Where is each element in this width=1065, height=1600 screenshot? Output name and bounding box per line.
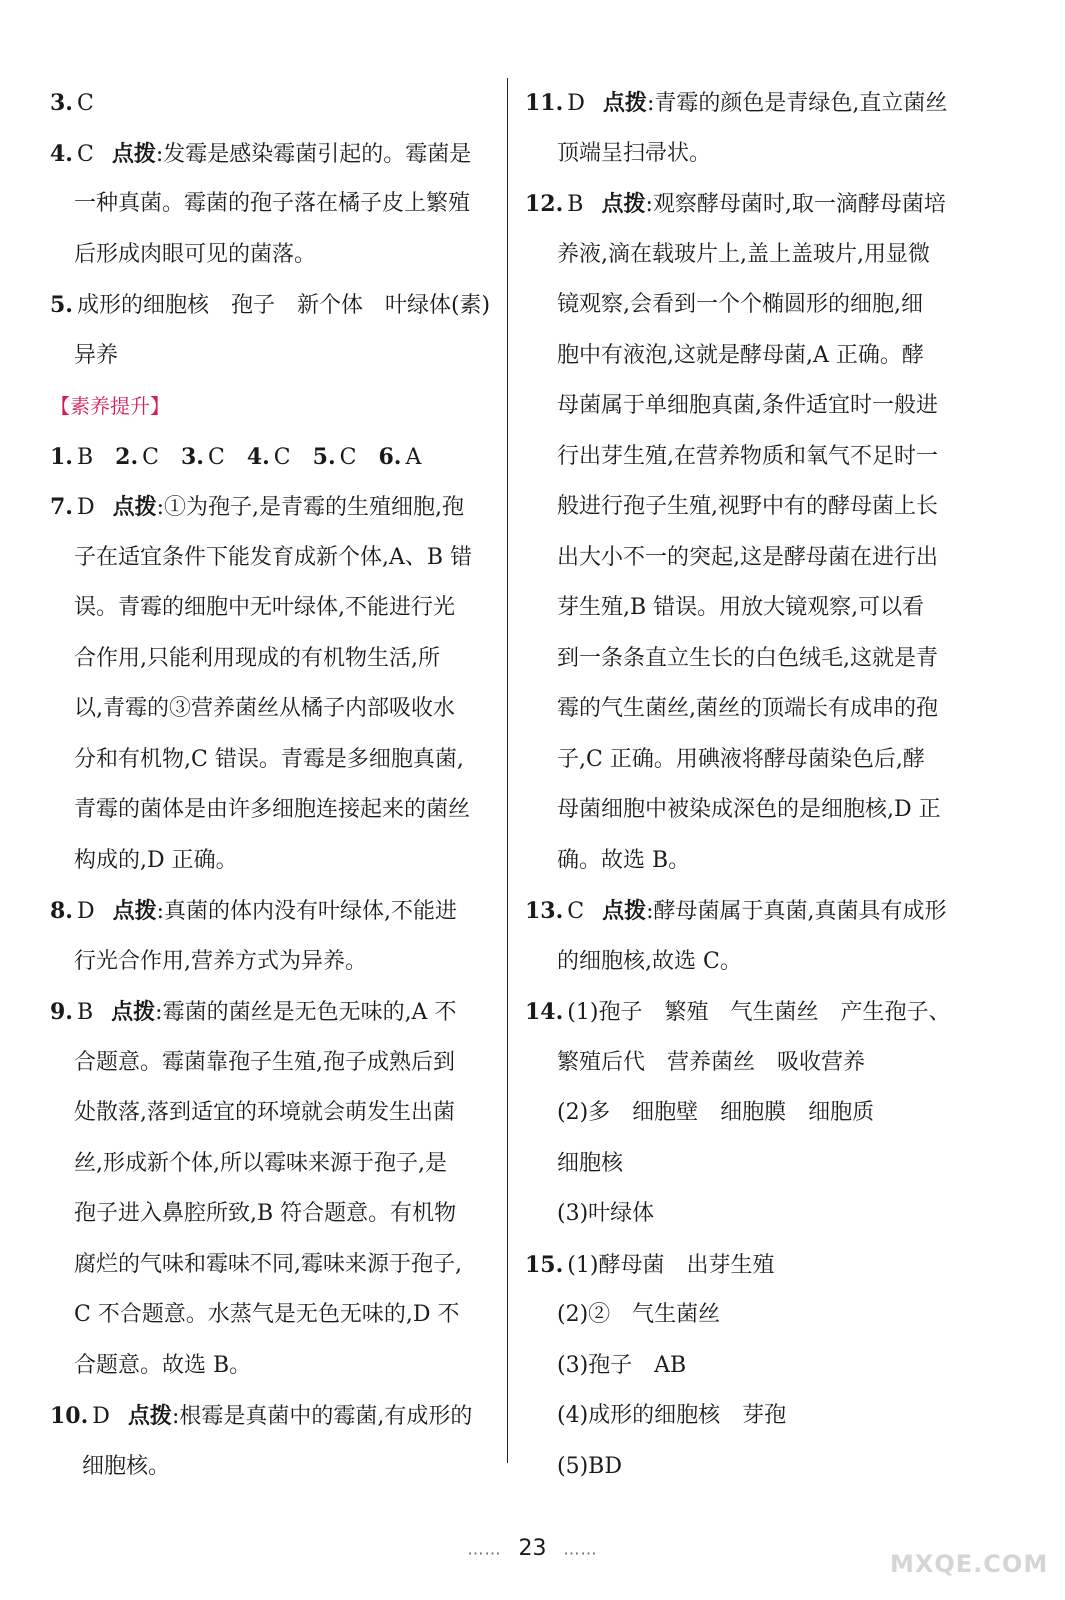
line-text: 繁殖后代 营养菌丝 吸收营养	[557, 1049, 866, 1075]
line-text: 子,C 正确。用碘液将酵母菌染色后,酵	[557, 746, 925, 772]
spacer	[356, 445, 378, 470]
line-text: 后形成肉眼可见的菌落。	[74, 241, 317, 267]
explanation-text: :①为孢子,是青霉的生殖细胞,孢	[156, 495, 465, 520]
text-line	[50, 886, 500, 937]
text-line	[525, 1038, 980, 1089]
line-text: 镜观察,会看到一个个椭圆形的细胞,细	[557, 292, 923, 317]
tip-label: 点拨	[602, 899, 647, 924]
text-line	[525, 785, 980, 836]
spacer	[93, 445, 115, 470]
text-line	[525, 1290, 980, 1341]
text-line	[525, 886, 980, 937]
line-text: (2)多 细胞壁 细胞膜 细胞质	[557, 1100, 875, 1125]
line-text: 霉的气生菌丝,菌丝的顶端长有成串的孢	[557, 696, 938, 721]
text-line	[525, 533, 980, 584]
line-text: 构成的,D 正确。	[74, 847, 238, 873]
text-line	[525, 836, 980, 887]
text-line	[50, 1038, 500, 1089]
line-text: 以,青霉的③营养菌丝从橘子内部吸收水	[74, 696, 455, 721]
explanation-text: :真菌的体内没有叶绿体,不能进	[156, 899, 458, 924]
text-line	[50, 179, 500, 230]
text-line	[525, 331, 980, 382]
line-text: 一种真菌。霉菌的孢子落在橘子皮上繁殖	[74, 191, 471, 216]
answer-text: D	[92, 1404, 110, 1429]
text-line	[525, 1240, 980, 1291]
line-text: 细胞核。	[82, 1453, 171, 1479]
text-line	[525, 1391, 980, 1442]
question-number: 8.	[50, 898, 73, 924]
question-number: 14.	[525, 999, 564, 1025]
answer-text: B	[76, 1000, 94, 1025]
line-text: 子在适宜条件下能发育成新个体,A、B 错	[74, 544, 473, 570]
line-text: 合题意。霉菌靠孢子生殖,孢子成熟后到	[74, 1049, 455, 1075]
right-column	[525, 78, 980, 1492]
text-line	[525, 129, 980, 180]
line-text: 芽生殖,B 错误。用放大镜观察,可以看	[557, 595, 925, 620]
answer-text: D	[76, 495, 95, 520]
text-line	[525, 78, 980, 129]
text-line	[50, 1391, 500, 1442]
line-text: (3)孢子 AB	[557, 1352, 687, 1378]
line-text: 行出芽生殖,在营养物质和氧气不足时一	[557, 443, 938, 469]
text-line	[525, 735, 980, 786]
line-text: 行光合作用,营养方式为异养。	[74, 948, 367, 974]
text-line	[50, 1290, 500, 1341]
tip-label: 点拨	[112, 899, 157, 924]
section-heading: 【素养提升】	[50, 394, 170, 418]
question-number: 10.	[50, 1403, 89, 1429]
text-line	[50, 280, 500, 331]
text-line	[50, 836, 500, 887]
line-text: 处散落,落到适宜的环境就会萌发生出菌	[74, 1100, 455, 1125]
text-line	[525, 1442, 980, 1493]
text-line	[50, 987, 500, 1038]
text-line	[525, 634, 980, 685]
text-line	[525, 280, 980, 331]
answer-text: C	[339, 444, 357, 470]
text-line	[525, 684, 980, 735]
line-text: 顶端呈扫帚状。	[557, 140, 712, 166]
spacer	[159, 445, 181, 470]
answer-text: B	[567, 192, 584, 217]
answer-text: D	[76, 899, 95, 924]
line-text: 到一条条直立生长的白色绒毛,这就是青	[557, 645, 938, 671]
question-number: 12.	[525, 191, 564, 217]
question-number: 6.	[378, 443, 402, 470]
text-line	[50, 1442, 500, 1493]
answer-text: 成形的细胞核 孢子 新个体 叶绿体(素)	[76, 293, 491, 318]
text-line	[50, 1139, 500, 1190]
line-text: 确。故选 B。	[557, 847, 691, 873]
text-line	[50, 634, 500, 685]
line-text: (5)BD	[557, 1453, 622, 1479]
explanation-text: :观察酵母菌时,取一滴酵母菌培	[645, 192, 946, 217]
question-number: 7.	[50, 494, 73, 520]
line-text: (3)叶绿体	[557, 1201, 655, 1226]
answer-text: C	[273, 444, 291, 470]
answer-text: C	[567, 899, 585, 924]
text-line	[50, 1189, 500, 1240]
text-line	[50, 583, 500, 634]
text-line	[525, 432, 980, 483]
line-text: (4)成形的细胞核 芽孢	[557, 1403, 787, 1428]
question-number: 1.	[50, 443, 73, 470]
spacer	[225, 445, 247, 470]
line-text: C 不合题意。水蒸气是无色无味的,D 不	[74, 1302, 460, 1327]
tip-label: 点拨	[602, 91, 647, 116]
footer-dots-left: ……	[467, 1539, 502, 1559]
answer-text: C	[207, 444, 225, 470]
question-number: 3.	[50, 90, 73, 116]
line-text: 母菌细胞中被染成深色的是细胞核,D 正	[557, 797, 941, 822]
line-text: 的细胞核,故选 C。	[557, 948, 742, 974]
text-line	[50, 381, 500, 432]
watermark	[870, 1488, 1055, 1593]
explanation-text: :青霉的颜色是青绿色,直立菌丝	[646, 91, 948, 116]
question-number: 11.	[525, 90, 564, 116]
text-line	[525, 1139, 980, 1190]
question-number: 3.	[180, 443, 204, 470]
text-line	[50, 78, 500, 129]
text-line	[50, 785, 500, 836]
text-line	[525, 381, 980, 432]
line-text: 母菌属于单细胞真菌,条件适宜时一般进	[557, 393, 938, 418]
text-line	[525, 1189, 980, 1240]
answer-text: C	[76, 141, 94, 167]
line-text: 孢子进入鼻腔所致,B 符合题意。有机物	[74, 1201, 457, 1226]
line-text: 异养	[74, 342, 119, 368]
explanation-text: :霉菌的菌丝是无色无味的,A 不	[155, 1000, 457, 1025]
text-line	[50, 735, 500, 786]
question-number: 5.	[50, 292, 73, 318]
line-text: 分和有机物,C 错误。青霉是多细胞真菌,	[74, 746, 464, 772]
line-text: 细胞核	[557, 1150, 624, 1176]
answer-text: C	[142, 444, 159, 470]
answer-text: (1)酵母菌 出芽生殖	[567, 1252, 775, 1278]
text-line	[50, 937, 500, 988]
spacer	[291, 445, 313, 470]
tip-label: 点拨	[601, 192, 646, 217]
left-column	[50, 78, 500, 1492]
line-text: 合题意。故选 B。	[74, 1352, 252, 1378]
text-line	[50, 1341, 500, 1392]
text-line	[525, 987, 980, 1038]
watermark-url: MXQE.COM	[890, 1550, 1049, 1578]
text-line	[50, 432, 500, 483]
text-line	[50, 533, 500, 584]
column-divider	[507, 78, 508, 1463]
text-line	[525, 179, 980, 230]
line-text: 出大小不一的突起,这是酵母菌在进行出	[557, 544, 938, 570]
line-text: 合作用,只能利用现成的有机物生活,所	[74, 645, 440, 671]
answer-text: A	[405, 444, 422, 470]
text-line	[50, 684, 500, 735]
line-text: 丝,形成新个体,所以霉味来源于孢子,是	[74, 1150, 447, 1176]
answer-text: (1)孢子 繁殖 气生菌丝 产生孢子、	[567, 1000, 951, 1025]
text-line	[525, 937, 980, 988]
question-number: 15.	[525, 1251, 564, 1278]
explanation-text: :酵母菌属于真菌,真菌具有成形	[646, 899, 947, 924]
tip-label: 点拨	[111, 141, 156, 167]
question-number: 9.	[50, 999, 73, 1025]
text-line	[50, 1088, 500, 1139]
text-line	[525, 583, 980, 634]
tip-label: 点拨	[111, 1000, 156, 1025]
question-number: 4.	[246, 443, 270, 470]
line-text: 腐烂的气味和霉味不同,霉味来源于孢子,	[74, 1251, 462, 1277]
text-line	[525, 482, 980, 533]
line-text: 青霉的菌体是由许多细胞连接起来的菌丝	[74, 797, 471, 822]
line-text: 误。青霉的细胞中无叶绿体,不能进行光	[74, 595, 455, 620]
text-line	[50, 331, 500, 382]
line-text: 养液,滴在载玻片上,盖上盖玻片,用显微	[557, 241, 930, 267]
answer-text: C	[76, 91, 94, 116]
text-line	[50, 482, 500, 533]
tip-label: 点拨	[112, 495, 157, 520]
explanation-text: :根霉是真菌中的霉菌,有成形的	[171, 1404, 473, 1429]
footer-dots-right: ……	[563, 1539, 598, 1559]
question-number: 13.	[525, 898, 564, 924]
tip-label: 点拨	[127, 1404, 172, 1429]
text-line	[50, 230, 500, 281]
explanation-text: :发霉是感染霉菌引起的。霉菌是	[155, 141, 472, 167]
line-text: 般进行孢子生殖,视野中有的酵母菌上长	[557, 494, 938, 519]
page-number: 23	[518, 1536, 547, 1561]
text-line	[525, 1341, 980, 1392]
answer-text: B	[76, 444, 94, 470]
question-number: 5.	[312, 443, 336, 470]
question-number: 4.	[50, 140, 73, 167]
line-text: (2)② 气生菌丝	[557, 1302, 721, 1327]
text-line	[525, 230, 980, 281]
answer-text: D	[567, 91, 585, 116]
text-line	[525, 1088, 980, 1139]
line-text: 胞中有液泡,这就是酵母菌,A 正确。酵	[557, 342, 924, 368]
text-line	[50, 129, 500, 180]
question-number: 2.	[115, 443, 139, 470]
text-line	[50, 1240, 500, 1291]
